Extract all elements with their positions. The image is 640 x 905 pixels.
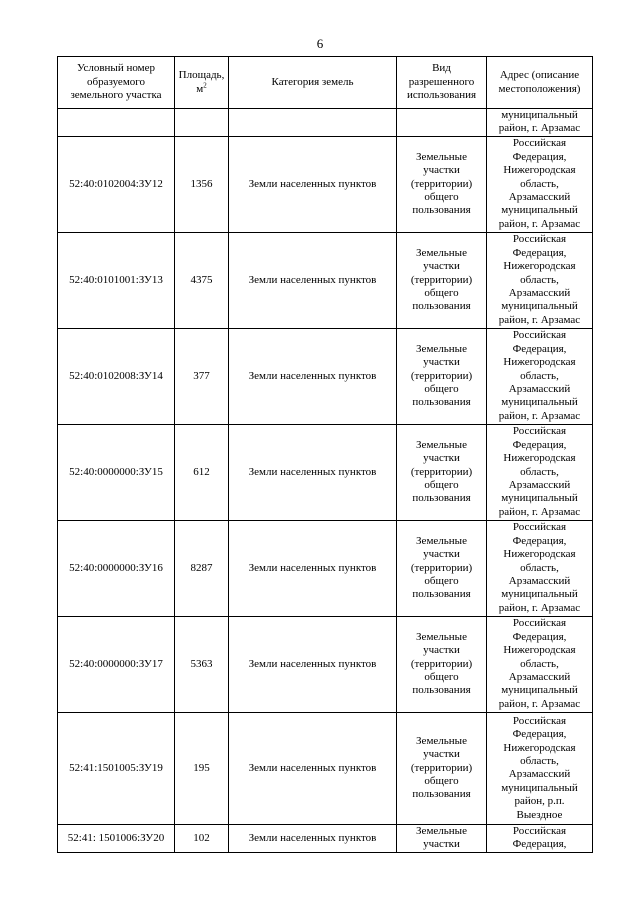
address-line: область, bbox=[520, 754, 559, 767]
address-line: муниципальный bbox=[501, 684, 578, 697]
address-line: Нижегородская bbox=[503, 452, 576, 465]
address-line: Арзамасский bbox=[508, 768, 571, 781]
address-line: Федерация, bbox=[512, 728, 567, 741]
cell-address bbox=[487, 328, 593, 424]
address-line: Федерация, bbox=[512, 838, 567, 851]
table-row bbox=[58, 136, 593, 232]
address-line: Нижегородская bbox=[503, 260, 576, 273]
land-parcels-table bbox=[57, 56, 593, 853]
address-line: район, р.п. bbox=[514, 795, 565, 808]
address-line: область, bbox=[520, 465, 559, 478]
address-line: Федерация, bbox=[512, 438, 567, 451]
table-row bbox=[58, 424, 593, 520]
address-line: Арзамасский bbox=[508, 575, 571, 588]
address-line: муниципальный bbox=[501, 588, 578, 601]
header-address: Адрес (описание местоположения) bbox=[487, 57, 593, 109]
address-line: район, г. Арзамас bbox=[498, 313, 581, 326]
cell-usage: Земельные участки (территории) общего пользования bbox=[397, 232, 487, 328]
address-line: Российская bbox=[512, 714, 567, 727]
header-area-sup: 2 bbox=[203, 80, 207, 89]
cell-category bbox=[229, 109, 397, 137]
table-row bbox=[58, 520, 593, 616]
cell-address bbox=[487, 520, 593, 616]
cell-number bbox=[58, 109, 175, 137]
cell-number: 52:40:0000000:ЗУ16 bbox=[58, 520, 175, 616]
address-line: Арзамасский bbox=[508, 383, 571, 396]
cell-category: Земли населенных пунктов bbox=[229, 328, 397, 424]
address-line: область, bbox=[520, 657, 559, 670]
page-number: 6 bbox=[316, 36, 324, 51]
cell-area bbox=[175, 109, 229, 137]
address-line: Выездное bbox=[516, 808, 563, 821]
cell-usage: Земельные участки (территории) общего пользования bbox=[397, 424, 487, 520]
header-area-label: Площадь, м bbox=[178, 69, 225, 95]
address-line: Арзамасский bbox=[508, 287, 571, 300]
address-line: Федерация, bbox=[512, 246, 567, 259]
cell-address bbox=[487, 616, 593, 712]
cell-category: Земли населенных пунктов bbox=[229, 824, 397, 852]
address-line: Федерация, bbox=[512, 342, 567, 355]
address-line: Федерация, bbox=[512, 534, 567, 547]
cell-number: 52:40:0000000:ЗУ17 bbox=[58, 616, 175, 712]
cell-area: 102 bbox=[175, 824, 229, 852]
cell-number: 52:40:0000000:ЗУ15 bbox=[58, 424, 175, 520]
cell-area: 1356 bbox=[175, 136, 229, 232]
address-line: Федерация, bbox=[512, 150, 567, 163]
address-line: муниципальный bbox=[501, 781, 578, 794]
cell-category: Земли населенных пунктов bbox=[229, 616, 397, 712]
address-line: муниципальный bbox=[501, 492, 578, 505]
cell-usage: Земельные участки (территории) общего пользования bbox=[397, 616, 487, 712]
address-line: Российская bbox=[512, 521, 567, 534]
cell-area: 377 bbox=[175, 328, 229, 424]
cell-category: Земли населенных пунктов bbox=[229, 232, 397, 328]
table-header-row bbox=[58, 57, 593, 109]
header-number: Условный номер образуемого земельного участка bbox=[58, 57, 175, 109]
cell-usage: Земельные участки (территории) общего пользования bbox=[397, 712, 487, 824]
cell-address bbox=[487, 712, 593, 824]
cell-area: 5363 bbox=[175, 616, 229, 712]
cell-usage: Земельные участки (территории) общего пользования bbox=[397, 328, 487, 424]
address-line: Федерация, bbox=[512, 630, 567, 643]
cell-usage: Земельные участки bbox=[397, 824, 487, 852]
cell-area: 612 bbox=[175, 424, 229, 520]
cell-usage bbox=[397, 109, 487, 137]
address-line: область, bbox=[520, 561, 559, 574]
address-line: Российская bbox=[512, 824, 567, 837]
address-line: Российская bbox=[512, 329, 567, 342]
cell-category: Земли населенных пунктов bbox=[229, 136, 397, 232]
cell-address bbox=[487, 232, 593, 328]
cell-category: Земли населенных пунктов bbox=[229, 424, 397, 520]
address-line: область, bbox=[520, 177, 559, 190]
address-line: Нижегородская bbox=[503, 356, 576, 369]
cell-number: 52:41: 1501006:ЗУ20 bbox=[58, 824, 175, 852]
table-row bbox=[58, 232, 593, 328]
table-row bbox=[58, 616, 593, 712]
cell-category: Земли населенных пунктов bbox=[229, 712, 397, 824]
address-line: Российская bbox=[512, 137, 567, 150]
address-line: Нижегородская bbox=[503, 741, 576, 754]
address-line: район, г. Арзамас bbox=[498, 409, 581, 422]
header-area bbox=[175, 57, 229, 109]
address-line: муниципальный bbox=[501, 204, 578, 217]
cell-usage: Земельные участки (территории) общего пользования bbox=[397, 520, 487, 616]
table-row bbox=[58, 712, 593, 824]
table-row bbox=[58, 328, 593, 424]
header-category: Категория земель bbox=[229, 57, 397, 109]
cell-number: 52:40:0101001:ЗУ13 bbox=[58, 232, 175, 328]
cell-number: 52:40:0102008:ЗУ14 bbox=[58, 328, 175, 424]
cell-number: 52:40:0102004:ЗУ12 bbox=[58, 136, 175, 232]
address-line: район, г. Арзамас bbox=[498, 697, 581, 710]
address-line: область, bbox=[520, 369, 559, 382]
address-line: Арзамасский bbox=[508, 191, 571, 204]
address-line: Российская bbox=[512, 425, 567, 438]
cell-address bbox=[487, 424, 593, 520]
continuation-row bbox=[58, 109, 593, 137]
address-line: район, г. Арзамас bbox=[498, 505, 581, 518]
address-line: район, г. Арзамас bbox=[498, 601, 581, 614]
address-line: муниципальный bbox=[501, 396, 578, 409]
address-line: область, bbox=[520, 273, 559, 286]
header-usage: Вид разрешенного использования bbox=[397, 57, 487, 109]
address-line: Арзамасский bbox=[508, 479, 571, 492]
cell-address: муниципальный район, г. Арзамас bbox=[487, 109, 593, 137]
cell-area: 8287 bbox=[175, 520, 229, 616]
address-line: муниципальный bbox=[501, 300, 578, 313]
address-line: Нижегородская bbox=[503, 644, 576, 657]
address-line: район, г. Арзамас bbox=[498, 217, 581, 230]
cell-area: 4375 bbox=[175, 232, 229, 328]
address-line: Нижегородская bbox=[503, 548, 576, 561]
table-row bbox=[58, 824, 593, 852]
cell-address bbox=[487, 824, 593, 852]
cell-category: Земли населенных пунктов bbox=[229, 520, 397, 616]
address-line: Нижегородская bbox=[503, 164, 576, 177]
cell-number: 52:41:1501005:ЗУ19 bbox=[58, 712, 175, 824]
cell-area: 195 bbox=[175, 712, 229, 824]
cell-address bbox=[487, 136, 593, 232]
address-line: Арзамасский bbox=[508, 671, 571, 684]
address-line: Российская bbox=[512, 233, 567, 246]
address-line: Российская bbox=[512, 617, 567, 630]
cell-usage: Земельные участки (территории) общего пользования bbox=[397, 136, 487, 232]
